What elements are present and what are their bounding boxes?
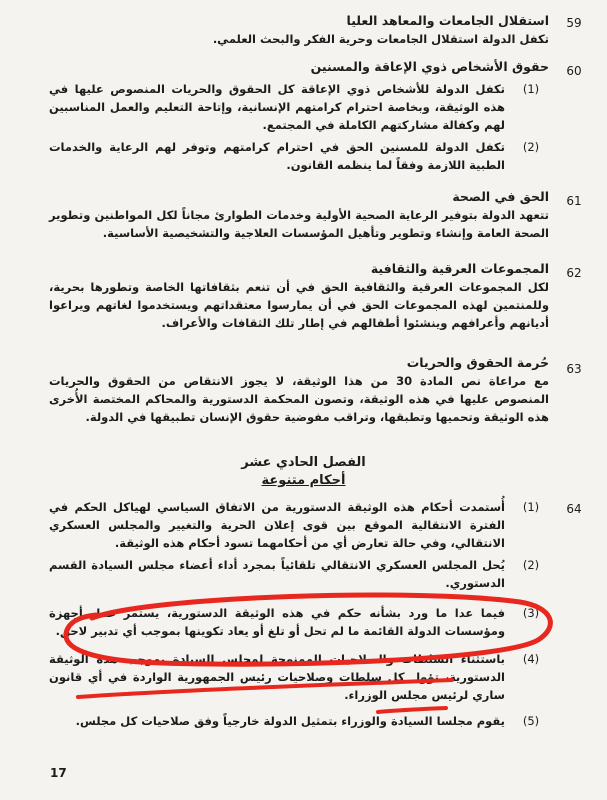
article-number: 63 [566,362,582,376]
article-62 [49,260,549,332]
clause-number: (2) [522,140,540,154]
clause-underlined [49,650,549,704]
article-59 [49,12,549,48]
article-title: حقوق الأشخاص ذوي الإعاقة والمسنين [310,59,549,74]
article-title: حُرمة الحقوق والحريات [406,355,549,370]
clause-number: (4) [522,652,540,666]
clause-number: (5) [522,714,540,728]
clause [49,138,549,174]
clause-text: أُستمدت أحكام هذه الوثيقة الدستورية من الاتفاق السياسي لهياكل الحكم في الفترة الانتقالية الموقع بين قوى إعلان الحرية والتغيير والمجلس العسكري الانتقالي، وفي حالة تعارض أي من أحكامهما تسود أحكام هذه الوثيقة. [49,500,505,550]
clause-number: (2) [522,558,540,572]
clause [49,498,549,552]
article-number: 59 [566,16,582,30]
clause-number: (3) [522,606,540,620]
article-number: 61 [566,194,582,208]
clause-highlighted [49,604,549,640]
clause-text: يقوم مجلسا السيادة والوزراء بتمثيل الدولة خارجياً وفق صلاحيات كل مجلس. [75,714,505,728]
article-60 [49,58,549,174]
chapter-heading [0,454,607,490]
clause-number: (1) [522,82,540,96]
article-number: 64 [566,502,582,516]
clause-text: فيما عدا ما ورد بشأنه حكم في هذه الوثيقة الدستورية، يستمر عمل أجهزة ومؤسسات الدولة القائمة ما لم تحل أو تلغ أو يعاد تكوينها بموجب أي تدبير لاحق. [49,606,505,638]
article-64 [49,494,549,730]
clause-text: تكفل الدولة للمسنين الحق في احترام كرامتهم وتوفر لهم الرعاية والخدمات الطبية اللازمة وفقاً لما ينظمه القانون. [49,140,505,172]
article-title: استقلال الجامعات والمعاهد العليا [346,13,549,28]
article-number: 60 [566,64,582,78]
article-body: تكفل الدولة استقلال الجامعات وحرية الفكر والبحث العلمي. [212,32,549,46]
article-body: مع مراعاة نص المادة 30 من هذا الوثيقة، لا يجوز الانتقاص من الحقوق والحريات المنصوص عليها في هذه الوثيقة، وتصون المحكمة الدستورية والمحاكم المختصة الأُخرى هذه الوثيقة وتحميها وتطبقها، وتراقب مفوضية حقوق الإنسان تطبيقها في الدولة. [49,374,550,424]
clause-text: باستثناء السلطات والصلاحيات الممنوحة لمجلس السيادة بموجب هذه الوثيقة الدستورية، تؤول كل سلطات وصلاحيات رئيس الجمهورية الواردة في أي قانون ساري لرئيس مجلس الوزراء. [49,652,505,702]
chapter-title: الفصل الحادي عشر [241,455,366,470]
clause-text: يُحل المجلس العسكري الانتقالي تلقائياً بمجرد أداء أعضاء مجلس السيادة القسم الدستوري. [49,558,505,590]
article-63 [49,354,549,426]
article-61 [49,188,549,242]
clause [49,80,549,134]
article-title: الحق في الصحة [452,189,549,204]
clause [49,712,549,730]
article-number: 62 [566,266,582,280]
article-body: تتعهد الدولة بتوفير الرعاية الصحية الأولية وخدمات الطوارئ مجاناً لكل المواطنين وتطوير الصحة العامة وإنشاء وتطوير وتأهيل المؤسسات العلاجية والتشخيصية الأساسية. [49,208,549,240]
clause [49,556,549,592]
article-title: المجموعات العرقية والثقافية [370,261,549,276]
clause-text: تكفل الدولة للأشخاص ذوي الإعاقة كل الحقوق والحريات المنصوص عليها في هذه الوثيقة، وبخاصة احترام كرامتهم الإنسانية، وإتاحة التعليم والعمل المناسبين لهم وكفالة مشاركتهم الكاملة في المجتمع. [49,82,505,132]
article-body: لكل المجموعات العرقية والثقافية الحق في أن تنعم بثقافاتها الخاصة وتطورها بحرية، وللمنتمين لهذه المجموعات الحق في أن يمارسوا معتقداتهم ويستخدموا لغاتهم ويراعوا أديانهم وأعرافهم وينشئوا أطفالهم في إطار تلك الثقافات والأعراف. [49,280,549,330]
page-number: 17 [50,766,67,780]
clause-number: (1) [522,500,540,514]
chapter-subtitle: أحكام متنوعة [261,473,346,488]
